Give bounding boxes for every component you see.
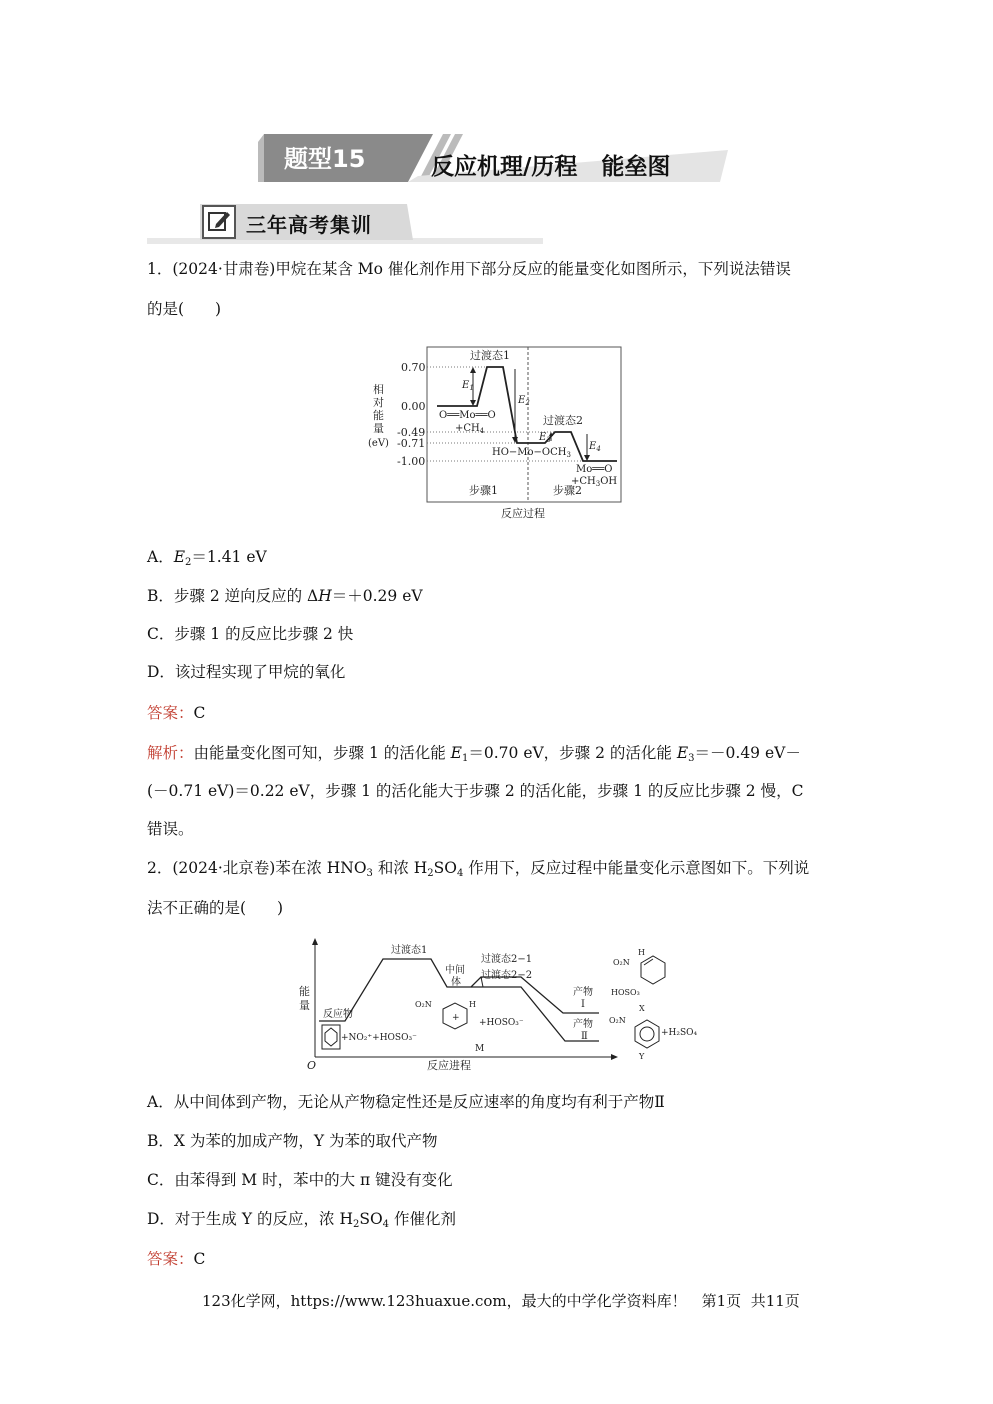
q2-option-d: D．对于生成 Y 的反应，浓 $H_2SO_4$ 作催化剂 — [147, 1210, 456, 1230]
q1-E3: $E_3$ — [539, 432, 551, 444]
q2-y-h2so4: +H₂SO₄ — [661, 1028, 698, 1038]
q2-reactant-eq: +NO₂⁺+HOSO₃⁻ — [341, 1033, 417, 1043]
q1-explanation-line2: (－0.71 eV)＝0.22 eV，步骤 1 的活化能大于步骤 2 的活化能，步骤 1 的反应比步骤 2 慢，C — [147, 782, 804, 800]
section-title: 三年高考集训 — [246, 213, 372, 237]
q2-ylabel-2: 量 — [299, 999, 310, 1012]
q1-option-a: A．$E_2=1.41$ eV — [147, 548, 267, 568]
q2-option-b: B．X 为苯的加成产物，Y 为苯的取代产物 — [147, 1132, 438, 1150]
q2-x-h: H — [638, 948, 645, 957]
q1-step1: 步骤1 — [469, 484, 498, 497]
topic-title: 反应机理/历程 能垒图 — [431, 154, 671, 180]
edit-icon — [206, 208, 232, 234]
q2-stem-line2: 法不正确的是( ) — [147, 899, 284, 917]
q2-intermediate-2: 体 — [451, 977, 461, 988]
page-footer: 123化学网，https://www.123huaxue.com，最大的中学化学资料库！ 第1页 共11页 — [202, 1292, 800, 1310]
q2-intermediate-1: 中间 — [445, 965, 465, 976]
q2-stem-line1: 2．(2024·北京卷)苯在浓 $HNO_3$ 和浓 $H_2SO_4$ 作用下，反应过程中能量变化示意图如下。下列说 — [147, 859, 810, 879]
q1-product-1: Mo══O — [576, 464, 613, 475]
q1-option-d: D．该过程实现了甲烷的氧化 — [147, 663, 346, 681]
q1-ylabel-5: (eV) — [368, 438, 389, 449]
q1-option-c: C．步骤 1 的反应比步骤 2 快 — [147, 625, 354, 643]
q2-benzene-icon — [322, 1025, 340, 1049]
q2-ts21: 过渡态2−1 — [481, 954, 533, 965]
q1-tick-071: -0.71 — [397, 437, 426, 450]
q1-ylabel-1: 相 — [373, 383, 384, 396]
q2-product-y-ring — [635, 1020, 659, 1048]
q1-reactant-1: O══Mo══O — [439, 410, 496, 421]
q1-tick-049: -0.49 — [397, 426, 426, 439]
q2-product2-1: 产物 — [573, 1019, 593, 1030]
q1-ts1: 过渡态1 — [470, 349, 510, 362]
q1-E2: $E_2$ — [518, 395, 530, 407]
q2-m-label: M — [475, 1044, 485, 1054]
q2-x-hoso: HOSO₃ — [611, 988, 640, 997]
q1-tick-070: 0.70 — [401, 361, 426, 374]
q2-product1-2: Ⅰ — [581, 999, 585, 1010]
q1-intermediate: $HO-Mo-OCH_3$ — [492, 447, 571, 459]
q1-explanation-line1: 解析：由能量变化图可知，步骤 1 的活化能 $E_1=0.70$ eV，步骤 2 的活化能 $E_3=-0.49$ eV－ — [147, 744, 801, 764]
q1-ylabel-4: 量 — [373, 422, 384, 435]
q2-y-label: Y — [639, 1052, 645, 1061]
q2-product2-2: Ⅱ — [581, 1031, 588, 1042]
q2-ts1: 过渡态1 — [391, 945, 428, 956]
q2-m-h: H — [469, 1000, 476, 1009]
q2-product1-1: 产物 — [573, 987, 593, 998]
q1-energy-diagram — [365, 343, 635, 525]
q1-option-b: B．步骤 2 逆向反应的 ΔH＝＋0.29 eV — [147, 587, 423, 605]
q1-answer: 答案：C — [147, 704, 206, 722]
q1-ylabel-3: 能 — [373, 409, 384, 422]
q2-ts22: 过渡态2−2 — [481, 970, 533, 981]
q2-reactant: 反应物 — [323, 1009, 353, 1020]
q2-m-no2: O₂N — [415, 1000, 432, 1009]
q2-xlabel: 反应进程 — [427, 1059, 471, 1072]
q1-product-2: $+CH_3OH$ — [571, 476, 618, 488]
q2-x-label: X — [639, 1004, 645, 1013]
q2-answer: 答案：C — [147, 1250, 206, 1268]
q1-ts2: 过渡态2 — [543, 414, 583, 427]
q2-energy-diagram — [295, 935, 715, 1075]
q2-m-hoso: +HOSO₃⁻ — [479, 1018, 524, 1028]
q1-explanation-line3: 错误。 — [147, 820, 194, 838]
q1-tick-000: 0.00 — [401, 400, 426, 413]
q1-ylabel-2: 对 — [373, 396, 384, 409]
q1-stem-line2: 的是( ) — [147, 300, 222, 318]
q1-step2: 步骤2 — [553, 484, 582, 497]
topic-badge: 题型15 — [284, 145, 366, 173]
q1-xlabel: 反应过程 — [501, 507, 545, 520]
q2-option-c: C．由苯得到 M 时，苯中的大 π 键没有变化 — [147, 1171, 453, 1189]
q1-E4: $E_4$ — [589, 441, 601, 453]
q2-option-a: A．从中间体到产物，无论从产物稳定性还是反应速率的角度均有利于产物Ⅱ — [147, 1093, 665, 1111]
q2-product-x-ring — [641, 956, 665, 984]
q2-ylabel-1: 能 — [299, 985, 310, 998]
q2-x-o2n: O₂N — [613, 958, 630, 967]
q1-stem-line1: 1．(2024·甘肃卷)甲烷在某含 Mo 催化剂作用下部分反应的能量变化如图所示，下列说法错误 — [147, 260, 791, 278]
q2-y-o2n: O₂N — [609, 1016, 626, 1025]
q2-m-plus: + — [452, 1013, 460, 1023]
q1-reactant-2: $+CH_4$ — [455, 423, 485, 435]
q1-tick-100: -1.00 — [397, 455, 426, 468]
q1-E1: $E_1$ — [462, 380, 474, 392]
q2-origin: O — [307, 1059, 317, 1072]
